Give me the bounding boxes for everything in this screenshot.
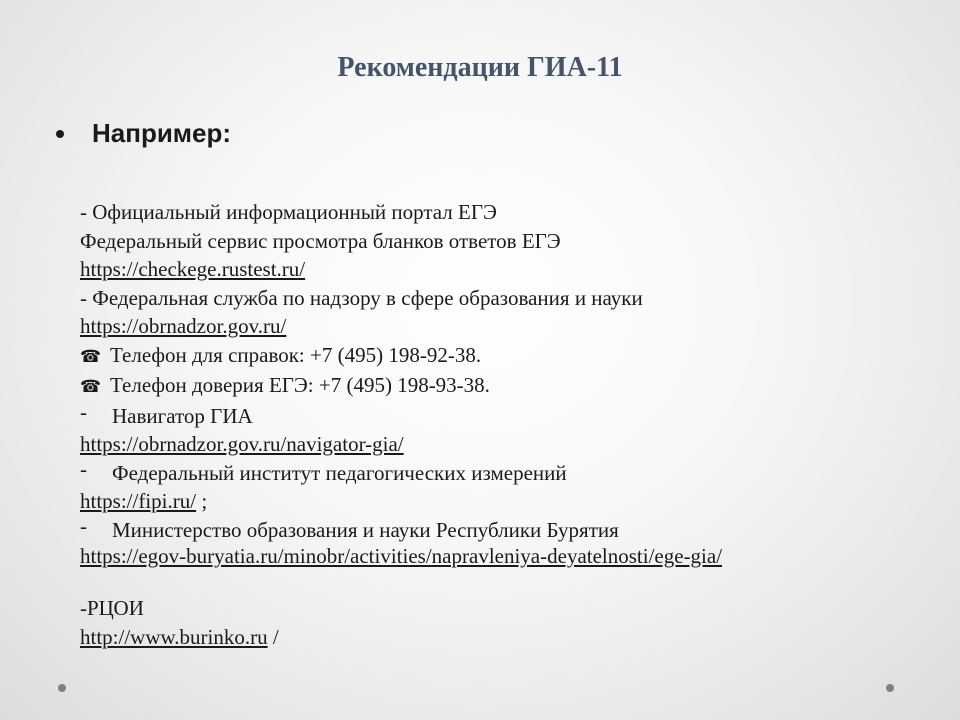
slide-title: Рекомендации ГИА-11 [337,52,623,83]
ministry-line [80,513,840,545]
dash-marker: - [80,513,87,538]
text-line-portal: - Официальный информационный портал ЕГЭ [80,200,497,224]
link-burinko[interactable]: http://www.burinko.ru [80,624,268,649]
fipi-line [80,456,840,488]
bullet-heading [56,118,231,149]
navigator-text: Навигатор ГИА [112,403,253,428]
fipi-suffix: ; [196,489,208,513]
navigator-line [80,399,840,431]
corner-dot-left [58,684,66,692]
link-checkege[interactable]: https://checkege.rustest.ru/ [80,257,306,281]
text-line-rosobrnadzor: - Федеральная служба по надзору в сфере образования и науки [80,285,643,310]
burinko-suffix: / [267,624,279,649]
slide-content [80,198,840,651]
ministry-text: Министерство образования и науки Республики Бурятия [112,517,619,542]
link-navigator[interactable]: https://obrnadzor.gov.ru/navigator-gia/ [80,432,404,456]
dash-marker: - [80,399,87,424]
telephone-icon: ☎ [80,377,102,397]
telephone-icon: ☎ [80,346,102,367]
link-egov-buryatia[interactable]: https://egov-buryatia.ru/minobr/activities/napravleniya-deyatelnosti/ege-gia/ [80,544,723,568]
fipi-text: Федеральный институт педагогических измерений [112,460,567,485]
text-line-blank-service: Федеральный сервис просмотра бланков ответов ЕГЭ [80,228,561,253]
link-fipi[interactable]: https://fipi.ru/ [80,489,197,513]
phone-trust-line [80,371,840,402]
dash-marker: - [80,456,87,481]
rcoi-text: -РЦОИ [80,596,144,620]
link-obrnadzor[interactable]: https://obrnadzor.gov.ru/ [80,314,287,338]
phone-help-line [80,341,840,372]
phone-help-text: Телефон для справок: +7 (495) 198-92-38. [110,342,482,367]
bullet-dot-icon [56,130,64,138]
phone-trust-text: Телефон доверия ЕГЭ: +7 (495) 198-93-38. [110,373,490,397]
spacer [80,568,840,594]
bullet-heading-text: Например: [92,118,232,148]
corner-dot-right [886,684,894,692]
